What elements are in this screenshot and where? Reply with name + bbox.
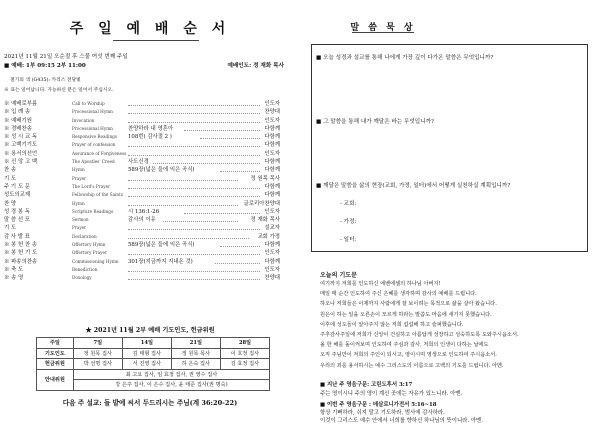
dotted-leader xyxy=(153,163,260,164)
rota-row-prayer xyxy=(37,348,270,359)
order-item-leader: 다함께 xyxy=(264,125,280,132)
order-item-leader: 교회 가정 xyxy=(257,233,280,240)
order-item xyxy=(4,266,280,274)
rota-cell: 서 진영 집사 xyxy=(122,359,171,370)
prayer-line: 원은이 하는 일을 오른손이 모르게 하라는 말씀도 마음에 새기지 못했습니다. xyxy=(320,311,492,318)
dotted-leader xyxy=(215,263,260,264)
order-item-leader: 다함께 xyxy=(264,192,280,199)
dotted-leader xyxy=(184,130,260,131)
order-item xyxy=(4,233,280,241)
rota-cell: 정 원목 목사 xyxy=(171,348,220,359)
rota-cell: 이 호정 집사 xyxy=(220,348,269,359)
dotted-leader xyxy=(128,196,260,197)
answer-home: - 가정: xyxy=(340,219,357,225)
order-item-label: 찬 양 xyxy=(4,200,17,207)
order-item-english: Assurance of Forgiveness xyxy=(72,150,127,156)
order-item-english: Processional Hymn xyxy=(72,109,113,115)
question-3: ■ 깨달은 말씀을 삶의 현장(교회, 가정, 일터)에서 어떻게 실천하실 계획입니까? xyxy=(316,183,511,189)
order-item-english: Declaration xyxy=(72,233,97,239)
dotted-leader xyxy=(128,105,260,106)
answer-work: - 일터: xyxy=(340,237,357,243)
order-item xyxy=(4,133,280,141)
order-item xyxy=(4,249,280,257)
order-item-label: ※ 성 시 교 독 xyxy=(4,134,38,141)
order-item-english: The Apostles' Creed xyxy=(72,159,115,165)
reflection-title: 말 씀 묵 상 xyxy=(350,23,416,33)
order-item-detail: 시 136:1-26 xyxy=(128,208,160,215)
dotted-leader xyxy=(128,155,260,156)
rota-cell: 최 고요 집사, 임 효정 집사, 권 영수 집사 xyxy=(73,369,269,380)
order-item-label: 주 기 도 문 xyxy=(4,183,30,190)
order-item-english: Call to Worship xyxy=(72,101,105,106)
prayer-line: 매일 매 순간 인도하여 주신 은혜를 생각하며 감사의 예배를 드립니다. xyxy=(320,291,477,298)
reflection-title-underline xyxy=(352,32,414,33)
order-item-label: 찬 송 xyxy=(4,167,17,174)
this-week-verse-text: 항상 기뻐하라, 쉬지 말고 기도하라, 범사에 감사하라. xyxy=(320,410,445,416)
order-item xyxy=(4,258,280,266)
order-item xyxy=(4,183,280,191)
order-item-leader: 정 원목 목사 xyxy=(250,175,280,182)
order-item xyxy=(4,141,280,149)
rota-header: 주일 xyxy=(37,338,74,349)
order-item-detail: 108번( 감사절 2 ) xyxy=(128,134,172,141)
last-week-verse-text: 주는 영이시니 주의 영이 계신 곳에는 자유가 있느니라. 아멘. xyxy=(320,391,463,397)
dotted-leader xyxy=(128,271,260,272)
order-item-leader: 다함께 xyxy=(264,142,280,149)
worship-time: ■ 예배: 1부 09:15 2부 11:00 xyxy=(4,63,86,69)
order-item-leader: 글로리아찬양대 xyxy=(243,200,280,207)
order-item-english: Doxology xyxy=(72,275,92,281)
order-item xyxy=(4,175,280,183)
order-item-english: The Lord's Prayer xyxy=(72,183,111,189)
order-item-leader: 다함께 xyxy=(264,159,280,166)
order-item-label: 기 도 xyxy=(4,175,17,182)
question-2: ■ 그 말씀을 통해 내가 깨달은 바는 무엇입니까? xyxy=(316,119,434,125)
order-item xyxy=(4,216,280,224)
order-item-english: Prayer xyxy=(72,175,87,181)
dotted-leader xyxy=(128,113,260,114)
order-item-label: ※ 송 영 xyxy=(4,275,24,282)
order-item-label: ※ 예배기원 xyxy=(4,117,32,124)
order-item-label: ※ 경배찬송 xyxy=(4,125,32,132)
dotted-leader xyxy=(184,213,260,214)
this-week-verse-text-2: 이것이 그리스도 예수 안에서 너희를 향하신 하나님의 뜻이니라. 아멘. xyxy=(320,418,483,424)
rota-title: ★ 2021년 11월 2부 예배 기도인도, 헌금위원 xyxy=(85,327,215,334)
dotted-leader xyxy=(128,180,238,181)
order-item xyxy=(4,191,280,199)
rota-header-row xyxy=(37,338,270,349)
order-item-label: ※ 입 례 송 xyxy=(4,109,31,116)
dotted-leader xyxy=(220,171,259,172)
order-item-detail: 사도신경 xyxy=(128,159,149,166)
order-item xyxy=(4,208,280,216)
order-item-english: Hymn xyxy=(72,167,85,173)
order-item-label: 말 씀 선 포 xyxy=(4,217,30,224)
order-item-detail: 감사의 이유 xyxy=(128,217,156,224)
last-week-verse-title: ■ 지난 주 영음구문: 고린도후서 3:17 xyxy=(320,382,413,388)
order-item xyxy=(4,150,280,158)
question-1: ■ 오늘 성경과 설교를 통해 나에게 가장 깊이 다가온 말씀은 무엇입니까? xyxy=(316,55,494,61)
rota-row-offering xyxy=(37,359,270,370)
dotted-leader xyxy=(128,205,238,206)
order-item-leader: 다함께 xyxy=(264,183,280,190)
dotted-leader xyxy=(128,238,249,239)
order-item-leader: 설교자 xyxy=(264,225,280,232)
order-item-label: ※ 용서의선언 xyxy=(4,150,38,157)
dotted-leader xyxy=(128,254,260,255)
order-item-english: Offertory Hymn xyxy=(72,242,106,248)
rota-cell: 박 선명 집사 xyxy=(73,359,122,370)
order-item-english: Responsive Readings xyxy=(72,134,118,140)
rota-header: 7일 xyxy=(73,338,122,349)
answer-church: - 교회: xyxy=(340,201,357,207)
order-item-english: Sermon xyxy=(72,217,89,223)
order-item xyxy=(4,224,280,232)
order-item-detail: 589장(넓은 들에 익은 곡식) xyxy=(128,242,195,249)
order-item-label: 감 사 발 표 xyxy=(4,233,30,240)
order-item-leader: 다함께 xyxy=(264,258,280,265)
order-item-english: Invocation xyxy=(72,117,95,123)
order-item-leader: 찬양대 xyxy=(264,109,280,116)
order-item xyxy=(4,125,280,133)
prayer-line: 하오나 저희들은 이제까지 사람에게 잘 보이려는 목적으로 삶을 살아 왔습니다. xyxy=(320,301,497,308)
bulletin-title: 주 일 예 배 순 서 xyxy=(69,21,231,37)
order-item-english: Scripture Readings xyxy=(72,208,114,214)
prayer-line: 이후에 성도들이 알아주지 않는 저희 섭섭해 하고 슬퍼했습니다. xyxy=(320,321,464,328)
order-item-label: ※ 신 앙 고 백 xyxy=(4,159,38,166)
rota-cell: 김 효정 집사 xyxy=(220,359,269,370)
order-item xyxy=(4,274,280,282)
prayer-line: 우리의 죄를 용서하시는 예수 그리스도의 이름으로 고백의 기도를 드립니다. 아멘. xyxy=(320,362,504,369)
rota-header: 14일 xyxy=(122,338,171,349)
order-item-label: ※ 예배로부름 xyxy=(4,101,38,107)
prayer-line: 여기까지 저희를 인도하신 에벤에셀의 하나님 아버지! xyxy=(320,281,441,287)
this-week-verse-title: ■ 이번 주 영음구문 : 데살로니가전서 5:16~18 xyxy=(320,402,437,408)
order-item-leader: 찬양대 xyxy=(264,275,280,282)
order-item-label: 기 도 xyxy=(4,225,17,232)
order-item-leader: 인도자 xyxy=(264,101,280,107)
order-item-label: 성 경 봉 독 xyxy=(4,208,30,215)
order-item-english: Prayer of confession xyxy=(72,142,116,148)
prayer-line: 주추감사주일에 저희가 신앙이 건실하고 아름답게 성장하고 성숙하도록 도와주시옵소서. xyxy=(320,332,519,338)
rota-header: 21일 xyxy=(171,338,220,349)
rota-row-ushers xyxy=(37,369,270,380)
order-item-english: Fellowship of the Saints xyxy=(72,192,123,198)
order-item-english: Commissioning Hymn xyxy=(72,258,119,264)
rota-cell: 하 은숙 집사 xyxy=(171,359,220,370)
rota-cell: 김 태형 집사 xyxy=(122,348,171,359)
order-item-leader: 다함께 xyxy=(264,134,280,141)
rota-header: 28일 xyxy=(220,338,269,349)
date-line: 2021년 11월 21일 오순절 후 스물 여섯 번째 주일 xyxy=(4,54,128,60)
order-item xyxy=(4,100,280,108)
prayer-title: 오늘의 기도문 xyxy=(320,272,357,279)
order-item-leader: 인도자 xyxy=(264,208,280,215)
order-item-leader: 다함께 xyxy=(264,242,280,249)
order-item-english: Offertory Prayer xyxy=(72,250,107,256)
order-item-english: Hymn xyxy=(72,200,85,206)
order-item xyxy=(4,241,280,249)
order-item-leader: 인도자 xyxy=(264,250,280,257)
order-item-english: Processional Hymn xyxy=(72,125,113,131)
dotted-leader xyxy=(128,229,260,230)
dotted-leader xyxy=(128,146,260,147)
order-item xyxy=(4,117,280,125)
prayer-line: 오직 주님만이 저희의 주인이 되시고, 영이시며 영생으로 인도하여 주시옵소서. xyxy=(320,352,497,359)
order-item-label: ※ 축 도 xyxy=(4,266,24,273)
dotted-leader xyxy=(128,279,260,280)
order-item-leader: 인도자 xyxy=(264,117,280,124)
worship-leader: 예배인도: 정 재화 목사 xyxy=(227,63,284,69)
order-item-label: ※ 봉 헌 기 도 xyxy=(4,250,38,257)
order-item-detail: 찬양하라 내 영혼아 xyxy=(128,125,174,132)
order-item-label: ※ 고백기기도 xyxy=(4,142,38,149)
rota-cell: 강 은주 집사, 이 은수 집사, 윤 태준 집사(권 명숙) xyxy=(73,380,269,391)
dotted-leader xyxy=(128,122,260,123)
rota-row-label: 안내위원 xyxy=(37,369,74,390)
dotted-leader xyxy=(128,188,260,189)
order-item-leader: 인도자 xyxy=(264,150,280,157)
rota-table xyxy=(36,337,270,391)
order-of-worship xyxy=(4,100,280,283)
order-item-detail: 589장(넓은 들에 익은 곡식) xyxy=(128,167,195,174)
order-item-label: ※ 파송의찬송 xyxy=(4,258,38,265)
order-item-label: ※ 봉 헌 찬 송 xyxy=(4,242,38,249)
rota-row-label: 기도인도 xyxy=(37,348,74,359)
liturgical-color-note: 절기의 색 (G435): 카리스 전당빛 xyxy=(10,78,81,83)
order-item xyxy=(4,108,280,116)
rota-cell: 정 원목 집사 xyxy=(73,348,122,359)
rota-row-label: 헌금위원 xyxy=(37,359,74,370)
standing-note: ※ 표는 일어납니다. 가능하신 분은 일어서 주십시오. xyxy=(4,88,114,93)
title-underline xyxy=(113,40,199,41)
order-item-leader: 다함께 xyxy=(264,167,280,174)
dotted-leader xyxy=(220,246,259,247)
order-item xyxy=(4,158,280,166)
order-item xyxy=(4,166,280,174)
next-week-sermon: 다음 주 설교: 들 밭에 씨서 두드리시는 주님(계 36:20-22) xyxy=(62,399,238,407)
order-item-english: Prayer xyxy=(72,225,87,231)
order-item-detail: 301장(지금까지 지내온 것) xyxy=(128,258,193,265)
order-item-label: 성도의교제 xyxy=(4,192,31,199)
order-item-leader: 인도자 xyxy=(264,266,280,273)
dotted-leader xyxy=(200,138,260,139)
order-item-english: Benediction xyxy=(72,266,98,272)
prayer-line: 올 한 해를 돌이켜보며 인도하여 주심과 감사, 저희의 인생이 다하는 날에도 xyxy=(320,342,489,349)
dotted-leader xyxy=(163,221,238,222)
order-item-leader: 정 재화 목사 xyxy=(250,217,280,224)
order-item xyxy=(4,200,280,208)
reflection-box xyxy=(311,44,588,252)
